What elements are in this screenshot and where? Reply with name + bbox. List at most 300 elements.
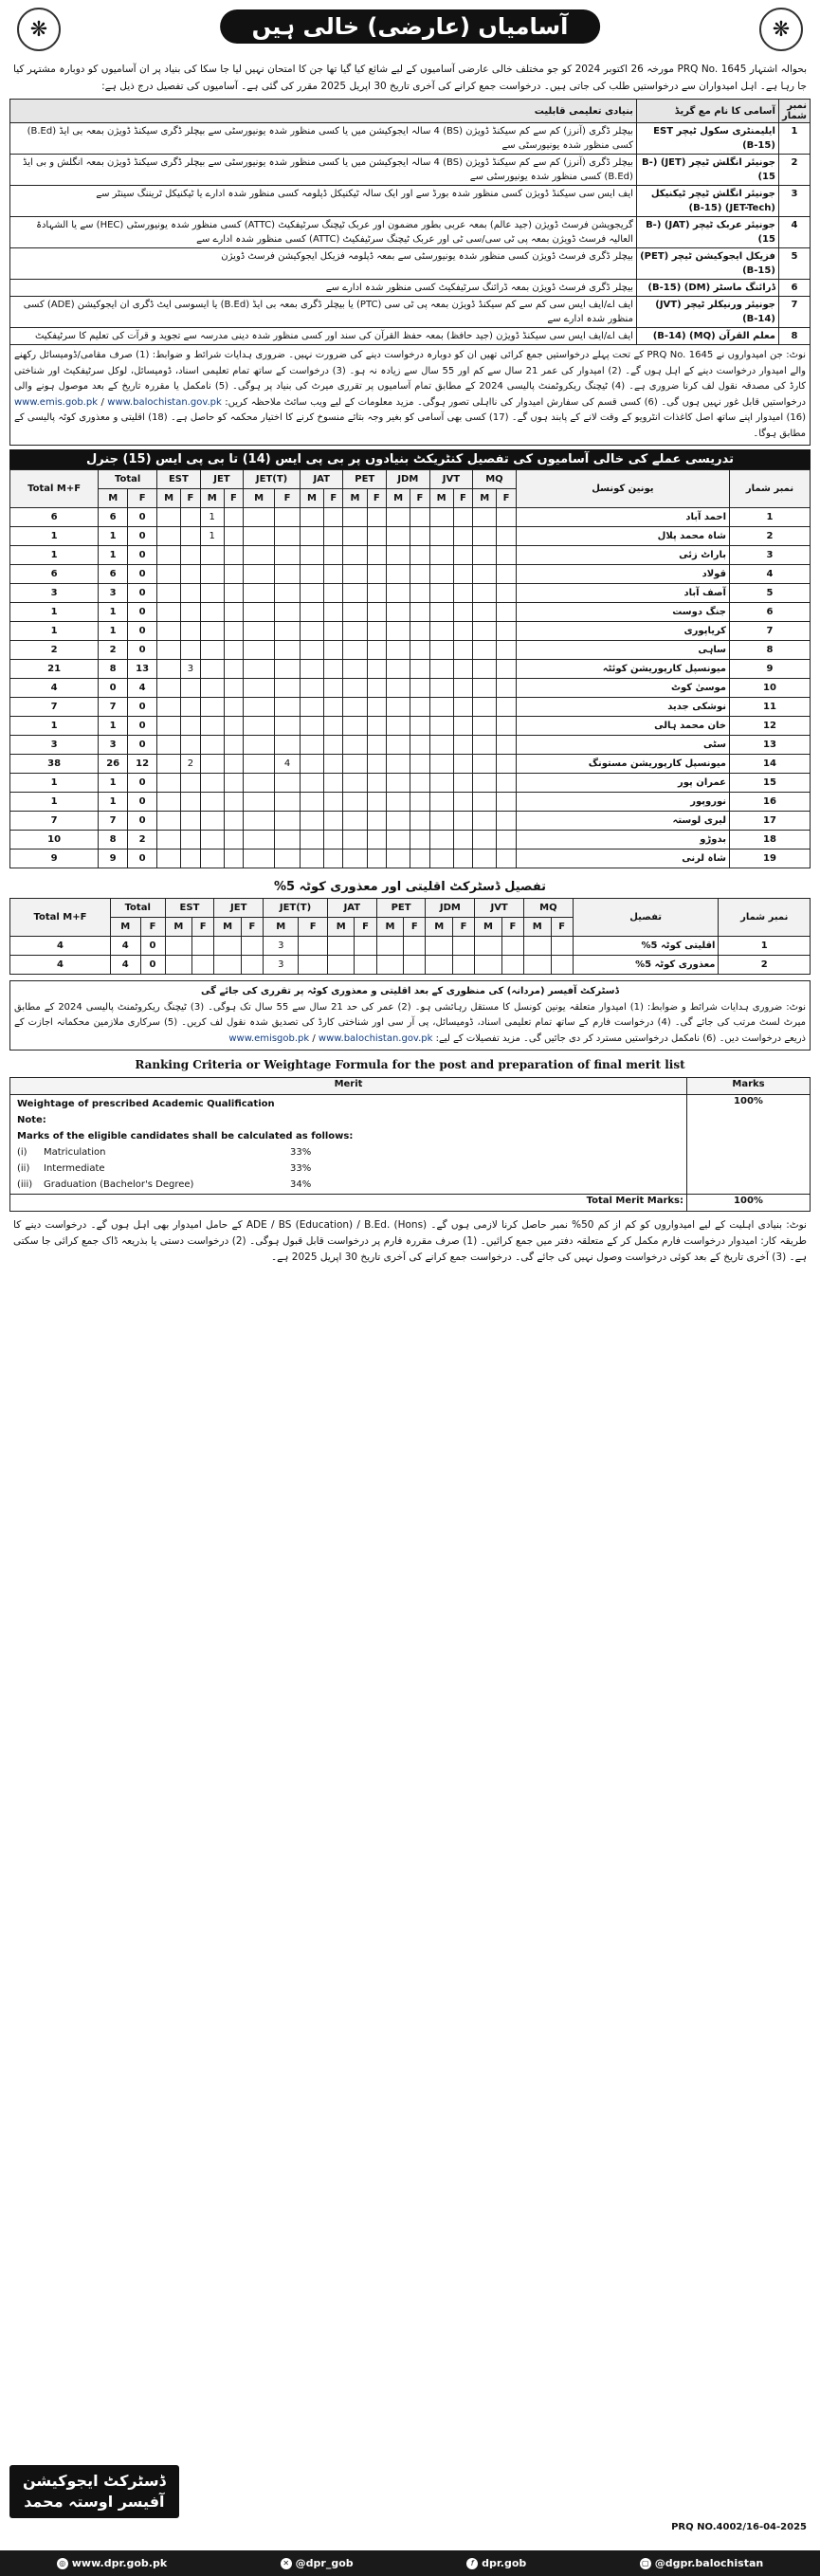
ranking-item <box>13 1160 683 1177</box>
total-mf-cell: 7 <box>10 812 99 831</box>
vacancy-cell <box>367 755 386 774</box>
vacancy-cell <box>473 622 497 641</box>
vacancy-cell <box>324 774 343 793</box>
vacancy-cell <box>410 527 429 546</box>
post-qualification: ایف اے/ایف ایس سی سیکنڈ ڈویژن (جید حافظ) بمعہ حفظ القرآن کی سند اور کسی منظور شدہ دینی مدرسہ سے تجوید و قرآت کی تعلیم کا سرٹیفکیٹ <box>10 328 637 345</box>
vacancy-cell <box>475 956 502 975</box>
total-mf-cell: 10 <box>10 831 99 850</box>
vacancy-cell <box>367 660 386 679</box>
vacancy-cell <box>300 679 323 698</box>
vacancy-cell <box>343 755 367 774</box>
table-row <box>10 546 811 565</box>
vacancy-cell <box>473 660 497 679</box>
vacancy-cell <box>367 774 386 793</box>
vacancy-cell <box>387 660 410 679</box>
vacancy-cell <box>275 508 301 527</box>
union-council-name: معذوری کوٹہ 5% <box>573 956 719 975</box>
vacancy-cell <box>324 603 343 622</box>
ranking-item-key: (i) <box>17 1147 27 1158</box>
vacancy-cell <box>429 584 453 603</box>
total-mf-cell: 6 <box>10 565 99 584</box>
total-m-cell: 26 <box>99 755 128 774</box>
intro-paragraph: بحوالہ اشتہار PRQ No. 1645 مورخہ 26 اکتوبر 2024 کو جو مختلف خالی عارضی آسامیوں کے لیے شائع کیا گیا تھا جن کا امتحان نہیں لیا جا سکا کی بنیاد پر ان آسامیوں کو دوبارہ مشتہر کیا جا رہا ہے۔ اہل امیدواران سے درخواستیں طلب کی جاتی ہیں۔ درخواست جمع کرانے کی آخری تاریخ 30 اپریل 2025 مقرر کی گئی ہے۔ آسامیوں کی تفصیل درج ذیل ہے: <box>13 64 808 92</box>
vacancy-cell <box>367 584 386 603</box>
total-m-cell: 7 <box>99 812 128 831</box>
total-mf-cell: 4 <box>10 679 99 698</box>
globe-icon: ◎ <box>57 2558 68 2569</box>
ranking-item <box>13 1177 683 1193</box>
m-header: M <box>99 489 128 508</box>
post-qualification: بیچلر ڈگری (آنرز) کم سے کم سیکنڈ ڈویژن (BS) 4 سالہ ایجوکیشن میں یا کسی منظور شدہ یونیورسٹی سے بیچلر ڈگری سیکنڈ ڈویژن بمعہ بی ایڈ (B.Ed) کسی منظور شدہ یونیورسٹی سے <box>10 123 637 155</box>
m-header: M <box>264 918 299 937</box>
vacancy-cell <box>429 641 453 660</box>
footer-text: @dpr_gob <box>295 2557 354 2569</box>
row-sn: 2 <box>730 527 811 546</box>
footer-item[interactable] <box>466 2557 526 2569</box>
vacancy-cell <box>244 603 275 622</box>
vacancy-cell <box>300 565 323 584</box>
vacancy-cell <box>473 641 497 660</box>
vacancy-cell <box>200 831 224 850</box>
f-header: F <box>128 489 157 508</box>
f-header: F <box>275 489 301 508</box>
post-code-header: JET <box>214 899 264 918</box>
vacancy-cell <box>275 812 301 831</box>
vacancy-cell <box>244 736 275 755</box>
footer-item[interactable] <box>281 2557 354 2569</box>
footer-item[interactable] <box>640 2557 763 2569</box>
vacancy-cell <box>244 527 275 546</box>
vacancy-cell <box>157 679 181 698</box>
vacancy-cell <box>181 679 200 698</box>
row-sn: 5 <box>730 584 811 603</box>
f-header: F <box>453 489 472 508</box>
vacancy-cell <box>343 508 367 527</box>
union-council-name: خان محمد ہالی <box>516 717 729 736</box>
ranking-items <box>13 1144 683 1193</box>
vacancy-cell <box>343 527 367 546</box>
note-label: Note: <box>17 1115 46 1125</box>
vacancy-cell <box>453 565 472 584</box>
row-sn: 16 <box>730 793 811 812</box>
vacancy-cell <box>429 527 453 546</box>
vacancy-cell <box>355 937 376 956</box>
row-sn: 15 <box>730 774 811 793</box>
vacancy-cell <box>367 831 386 850</box>
vacancy-cell <box>181 698 200 717</box>
vacancy-cell <box>300 755 323 774</box>
vacancy-cell <box>473 755 497 774</box>
post-name: فزیکل ایجوکیشن ٹیچر (PET) (B-15) <box>636 248 778 280</box>
vacancy-cell <box>224 660 243 679</box>
vacancy-cell <box>181 793 200 812</box>
vacancy-cell <box>181 831 200 850</box>
ranking-item-percent: 34% <box>290 1179 312 1190</box>
total-f-cell: 0 <box>140 937 165 956</box>
vacancy-cell <box>324 812 343 831</box>
vacancy-cell <box>367 546 386 565</box>
vacancy-cell <box>473 793 497 812</box>
total-f-cell: 13 <box>128 660 157 679</box>
vacancy-cell <box>157 584 181 603</box>
vacancy-cell <box>200 793 224 812</box>
table-row <box>10 527 811 546</box>
balochistan-link-2[interactable]: www.balochistan.gov.pk <box>318 1032 433 1044</box>
government-crest-icon: ❋ <box>17 8 61 51</box>
vacancy-cell <box>224 565 243 584</box>
f-header: F <box>410 489 429 508</box>
vacancy-cell <box>429 812 453 831</box>
total-f-cell: 0 <box>128 717 157 736</box>
union-council-name: احمد آباد <box>516 508 729 527</box>
vacancy-cell <box>224 812 243 831</box>
weightage-marks: 100% <box>687 1095 811 1195</box>
vacancy-cell <box>275 527 301 546</box>
vacancy-cell <box>275 660 301 679</box>
vacancy-cell <box>157 641 181 660</box>
vacancy-cell <box>300 603 323 622</box>
vacancy-cell <box>429 546 453 565</box>
vacancy-cell <box>453 717 472 736</box>
vacancy-cell <box>224 755 243 774</box>
vacancy-cell <box>453 698 472 717</box>
total-mf-cell: 9 <box>10 850 99 868</box>
vacancy-cell <box>387 565 410 584</box>
post-qualification: ایف اے/ایف ایس سی کم سے کم سیکنڈ ڈویژن بمعہ پی ٹی سی (PTC) یا بیچلر ڈگری بمعہ بی ایڈ (B.Ed) یا ایسوسی ایٹ ڈگری ان ایجوکیشن (ADE) کسی منظور شدہ ادارے سے <box>10 297 637 328</box>
post-name: معلم القرآن (MQ) (B-14) <box>636 328 778 345</box>
header <box>9 6 811 59</box>
vacancy-cell <box>497 774 516 793</box>
vacancy-cell <box>181 641 200 660</box>
vacancy-cell <box>387 831 410 850</box>
vacancy-cell <box>367 812 386 831</box>
total-mf-cell: 3 <box>10 584 99 603</box>
emis-link-2[interactable]: www.emisgob.pk <box>228 1032 310 1044</box>
instagram-icon: ▢ <box>640 2558 651 2569</box>
vacancy-cell <box>214 937 242 956</box>
vacancy-cell <box>244 641 275 660</box>
row-sn: 13 <box>730 736 811 755</box>
vacancy-cell <box>157 603 181 622</box>
table-row <box>10 603 811 622</box>
table-row <box>10 717 811 736</box>
m-header: M <box>387 489 410 508</box>
vacancy-cell <box>157 774 181 793</box>
vacancy-cell <box>367 717 386 736</box>
notes-text-2: (16) امیدوار اپنے ساتھ اصل کاغذات انٹرویو کے وقت لانے کے پابند ہوں گے۔ (17) کسی بھی آسامی کو بغیر وجہ بتائے منسوخ کرنے کا اختیار محکمہ کو حاصل ہے۔ (18) اقلیتی و معذوری کوٹہ پالیسی کے مطابق ہوگا۔ <box>14 412 806 439</box>
notes-text: نوٹ: جن امیدواروں نے PRQ No. 1645 کے تحت پہلے درخواستیں جمع کرائی تھیں ان کو دوبارہ درخواست دینے کی ضرورت نہیں۔ ضروری ہدایات شرائط و ضوابط: (1) صرف مقامی/ڈومیسائل رکھنے والے امیدوار درخواست دینے کے اہل ہوں گے۔ (2) امیدوار کی عمر 21 سال سے کم اور 55 سال سے زیادہ نہ ہو۔ (3) درخواست کے ساتھ تمام تعلیمی اسناد، ڈومیسائل، لوکل سرٹیفکیٹ اور شناختی کارڈ کی مصدقہ نقول لف کرنا ضروری ہے۔ (4) ٹیچنگ ریکروٹمنٹ پالیسی 2024 کے مطابق تمام آسامیوں پر تقرری میرٹ کی بنیاد پر ہوگی۔ (5) نامکمل یا مقررہ تاریخ کے بعد موصول ہونے والی درخواستیں قابل غور نہیں ہوں گی۔ (6) کسی قسم کی سفارش امیدوار کی نااہلی تصور ہوگی۔ مزید معلومات کے لیے ویب سائٹ ملاحظہ کریں: <box>14 350 806 408</box>
vacancy-cell <box>410 546 429 565</box>
table-row <box>10 956 811 975</box>
vacancy-cell <box>343 603 367 622</box>
post-code-header: JET(T) <box>244 470 301 489</box>
vacancy-cell <box>475 937 502 956</box>
grid-header-row <box>10 899 811 918</box>
total-mf-cell: 1 <box>10 717 99 736</box>
final-note: نوٹ: بنیادی اہلیت کے لیے امیدواروں کو کم از کم 50% نمبر حاصل کرنا لازمی ہوں گے۔ ADE / BS (Education) / B.Ed. (Hons) کے حامل امیدوار بھی اہل ہوں گے۔ درخواست دینے کا طریقہ کار: امیدوار درخواست فارم مکمل کر کے متعلقہ دفتر میں جمع کرائیں۔ (1) صرف مقررہ فارم پر درخواست قابل قبول ہوگی۔ (2) درخواست دستی یا بذریعہ ڈاک جمع کرائی جا سکتی ہے۔ (3) آخری تاریخ کے بعد کوئی درخواست وصول نہیں کی جائے گی۔ درخواست جمع کرانے کی آخری تاریخ 30 اپریل 2025 ہے۔ <box>13 1219 807 1263</box>
f-header: F <box>181 489 200 508</box>
vacancy-cell <box>367 527 386 546</box>
union-council-name: اقلیتی کوٹہ 5% <box>573 937 719 956</box>
vacancy-cell <box>275 717 301 736</box>
vacancy-cell <box>324 831 343 850</box>
vacancy-cell <box>244 508 275 527</box>
vacancy-cell <box>300 793 323 812</box>
prq-number: PRQ NO.4002/16-04-2025 <box>671 2522 807 2532</box>
vacancy-cell <box>181 622 200 641</box>
vacancy-cell <box>473 812 497 831</box>
vacancy-cell <box>244 812 275 831</box>
total-m-cell: 7 <box>99 698 128 717</box>
vacancy-cell <box>157 717 181 736</box>
table-row <box>10 850 811 868</box>
vacancy-cell <box>300 546 323 565</box>
vacancy-cell <box>453 774 472 793</box>
vacancy-cell <box>453 584 472 603</box>
table-row <box>10 937 811 956</box>
total-m-cell: 4 <box>110 937 140 956</box>
vacancy-cell <box>324 584 343 603</box>
vacancy-cell <box>244 622 275 641</box>
post-name: جونیئر انگلش ٹیچر ٹیکنیکل (JET-Tech) (B-15) <box>636 186 778 217</box>
total-f-cell: 0 <box>128 622 157 641</box>
row-sn: 3 <box>730 546 811 565</box>
section-general-heading: تدریسی عملے کی خالی آسامیوں کی تفصیل کنٹریکٹ بنیادوں پر بی پی ایس (14) تا بی پی ایس (15) جنرل <box>9 449 811 469</box>
vacancy-cell <box>387 812 410 831</box>
vacancy-cell <box>300 812 323 831</box>
f-header: F <box>140 918 165 937</box>
vacancy-cell <box>181 565 200 584</box>
m-header: M <box>475 918 502 937</box>
total-m-cell: 3 <box>99 736 128 755</box>
vacancy-cell <box>404 937 426 956</box>
post-sn: 8 <box>778 328 810 345</box>
union-council-name: باراٹ زئی <box>516 546 729 565</box>
total-mf-cell: 4 <box>10 956 111 975</box>
total-f-cell: 0 <box>128 774 157 793</box>
vacancy-cell <box>343 584 367 603</box>
f-header: F <box>497 489 516 508</box>
vacancy-cell <box>157 565 181 584</box>
post-qualification: ایف ایس سی سیکنڈ ڈویژن کسی منظور شدہ بورڈ سے اور ایک سالہ ٹیکنیکل ڈپلومہ کسی منظور شدہ ادارے یا ٹیکنیکل ٹریننگ سینٹر سے <box>10 186 637 217</box>
footer-item[interactable] <box>57 2557 167 2569</box>
vacancy-cell <box>473 546 497 565</box>
post-row <box>10 217 811 248</box>
total-m-cell: 0 <box>99 679 128 698</box>
post-name: ڈرائنگ ماسٹر (DM) (B-15) <box>636 280 778 297</box>
post-name: ایلیمنٹری سکول ٹیچر EST (B-15) <box>636 123 778 155</box>
vacancy-cell <box>453 812 472 831</box>
vacancy-cell <box>200 641 224 660</box>
vacancy-cell <box>343 565 367 584</box>
posts-header-post: آسامی کا نام مع گریڈ <box>636 100 778 123</box>
vacancy-cell <box>157 793 181 812</box>
vacancy-cell <box>157 622 181 641</box>
m-header: M <box>327 918 355 937</box>
m-header: M <box>214 918 242 937</box>
vacancy-cell <box>426 937 453 956</box>
vacancy-cell <box>157 831 181 850</box>
vacancy-cell <box>157 508 181 527</box>
f-header: F <box>192 918 214 937</box>
vacancy-cell <box>300 641 323 660</box>
total-mf-cell: 1 <box>10 546 99 565</box>
vacancy-cell <box>367 850 386 868</box>
vacancy-cell <box>299 956 328 975</box>
ranking-title: Ranking Criteria or Weightage Formula for the post and preparation of final merit list <box>135 1058 685 1071</box>
post-qualification: گریجویشن فرسٹ ڈویژن (جید عالم) بمعہ عربی بطور مضمون اور عربک ٹیچنگ سرٹیفکیٹ (ATTC) کسی منظور شدہ یونیورسٹی (HEC) سے یا الشہادۃ العالیہ فرسٹ ڈویژن بمعہ پی ٹی سی/سی ٹی اور عربک ٹیچنگ سرٹیفکیٹ (ATTC) کسی منظور شدہ ادارے سے <box>10 217 637 248</box>
vacancy-cell <box>324 755 343 774</box>
total-m-cell: 8 <box>99 660 128 679</box>
vacancy-cell <box>404 956 426 975</box>
vacancy-cell <box>387 793 410 812</box>
vacancy-cell <box>429 774 453 793</box>
f-header: F <box>367 489 386 508</box>
vacancy-cell <box>224 831 243 850</box>
total-f-cell: 0 <box>140 956 165 975</box>
union-council-name: میونسپل کارپوریشن مستونگ <box>516 755 729 774</box>
vacancy-cell <box>429 717 453 736</box>
post-code-header: JDM <box>426 899 475 918</box>
vacancy-cell <box>300 622 323 641</box>
vacancy-cell <box>200 698 224 717</box>
total-mf-cell: 6 <box>10 508 99 527</box>
vacancy-cell <box>324 793 343 812</box>
vacancy-cell <box>387 850 410 868</box>
vacancy-cell <box>410 660 429 679</box>
m-header: M <box>200 489 224 508</box>
total-f-cell: 0 <box>128 641 157 660</box>
post-row <box>10 248 811 280</box>
vacancy-cell <box>367 793 386 812</box>
vacancy-cell <box>181 584 200 603</box>
vacancy-cell <box>275 603 301 622</box>
total-m-cell: 1 <box>99 603 128 622</box>
post-code-header: JDM <box>387 470 430 489</box>
vacancy-cell <box>275 736 301 755</box>
row-sn: 14 <box>730 755 811 774</box>
emis-link[interactable]: www.emis.gob.pk <box>14 396 98 408</box>
vacancy-cell <box>300 850 323 868</box>
vacancy-cell <box>244 584 275 603</box>
vacancy-cell: 1 <box>200 527 224 546</box>
vacancy-cell <box>453 755 472 774</box>
vacancy-cell <box>453 679 472 698</box>
grid-header-row <box>10 470 811 489</box>
vacancy-cell <box>426 956 453 975</box>
vacancy-cell <box>157 527 181 546</box>
vacancy-cell <box>275 793 301 812</box>
total-f-cell: 0 <box>128 527 157 546</box>
f-header: F <box>324 489 343 508</box>
m-header: M <box>165 918 192 937</box>
vacancy-cell <box>200 565 224 584</box>
union-council-name: نوروپور <box>516 793 729 812</box>
quota-vacancies-table <box>9 898 811 975</box>
vacancy-cell <box>343 641 367 660</box>
name-header: یونین کونسل <box>516 470 729 508</box>
ranking-header-merit: Merit <box>10 1078 687 1095</box>
post-qualification: بیچلر ڈگری (آنرز) کم سے کم سیکنڈ ڈویژن (BS) 4 سالہ ایجوکیشن میں یا کسی منظور شدہ یونیورسٹی سے بیچلر ڈگری سیکنڈ ڈویژن بمعہ انگلش و بی ایڈ (B.Ed) کسی منظور شدہ یونیورسٹی سے <box>10 155 637 186</box>
vacancy-cell <box>497 565 516 584</box>
total-m-cell: 1 <box>99 622 128 641</box>
ranking-item-percent: 33% <box>290 1147 312 1158</box>
table-row <box>10 679 811 698</box>
vacancy-cell <box>244 850 275 868</box>
vacancy-cell <box>200 603 224 622</box>
ranking-header-marks: Marks <box>687 1078 811 1095</box>
total-mf-cell: 2 <box>10 641 99 660</box>
vacancy-cell <box>387 755 410 774</box>
vacancy-cell <box>429 850 453 868</box>
post-name: جونیئر ورنیکلر ٹیچر (JVT) (B-14) <box>636 297 778 328</box>
balochistan-link[interactable]: www.balochistan.gov.pk <box>107 396 222 408</box>
row-sn: 12 <box>730 717 811 736</box>
vacancy-cell <box>410 717 429 736</box>
vacancy-cell <box>410 736 429 755</box>
vacancy-cell <box>497 679 516 698</box>
vacancy-cell <box>224 793 243 812</box>
vacancy-cell <box>343 717 367 736</box>
row-sn: 6 <box>730 603 811 622</box>
vacancy-cell <box>224 584 243 603</box>
vacancy-cell <box>410 679 429 698</box>
vacancy-cell <box>244 717 275 736</box>
vacancy-cell <box>429 603 453 622</box>
vacancy-cell <box>497 584 516 603</box>
m-header: M <box>244 489 275 508</box>
vacancy-cell <box>244 793 275 812</box>
vacancy-cell <box>387 546 410 565</box>
vacancy-cell <box>497 527 516 546</box>
total-f-cell: 0 <box>128 508 157 527</box>
vacancy-cell <box>453 850 472 868</box>
vacancy-cell <box>473 831 497 850</box>
total-m-cell: 1 <box>99 793 128 812</box>
total-m-cell: 8 <box>99 831 128 850</box>
signature-block <box>9 2465 179 2518</box>
vacancy-cell <box>387 774 410 793</box>
union-council-name: قولاد <box>516 565 729 584</box>
vacancy-cell <box>244 679 275 698</box>
union-council-name: موسیٰ کوٹ <box>516 679 729 698</box>
vacancy-cell <box>387 736 410 755</box>
total-merit-label: Total Merit Marks: <box>10 1195 687 1212</box>
vacancy-cell <box>410 584 429 603</box>
vacancy-cell <box>224 698 243 717</box>
vacancy-cell <box>200 850 224 868</box>
vacancy-cell <box>376 956 404 975</box>
f-header: F <box>501 918 523 937</box>
sn-header: نمبر شمار <box>730 470 811 508</box>
total-header: Total <box>99 470 157 489</box>
ranking-item-key: (ii) <box>17 1163 30 1174</box>
notes-3-text: نوٹ: ضروری ہدایات شرائط و ضوابط: (1) امیدوار متعلقہ یونین کونسل کا مستقل رہائشی ہو۔ (2) عمر کی حد 21 سال سے 55 سال تک ہوگی۔ (3) ٹیچنگ ریکروٹمنٹ پالیسی 2024 کے مطابق میرٹ لسٹ مرتب کی جائے گی۔ (4) درخواست فارم کے ساتھ تمام تعلیمی اسناد، ڈومیسائل، پی آر سی اور شناختی کارڈ کی تصدیق شدہ نقول لف کریں۔ (5) سرکاری ملازمین محکمانہ اجازت کے ذریعے درخواست دیں۔ (6) نامکمل درخواستیں مسترد کر دی جائیں گی۔ مزید تفصیلات کے لیے: <box>14 1001 807 1044</box>
m-header: M <box>473 489 497 508</box>
vacancy-cell <box>387 508 410 527</box>
vacancy-cell <box>453 603 472 622</box>
total-mf-cell: 4 <box>10 937 111 956</box>
vacancy-cell <box>300 698 323 717</box>
vacancy-cell <box>157 660 181 679</box>
vacancy-cell <box>473 508 497 527</box>
vacancy-cell <box>324 698 343 717</box>
total-f-cell: 4 <box>128 679 157 698</box>
vacancy-cell <box>343 831 367 850</box>
vacancy-cell <box>410 793 429 812</box>
post-row <box>10 297 811 328</box>
vacancy-cell <box>224 736 243 755</box>
